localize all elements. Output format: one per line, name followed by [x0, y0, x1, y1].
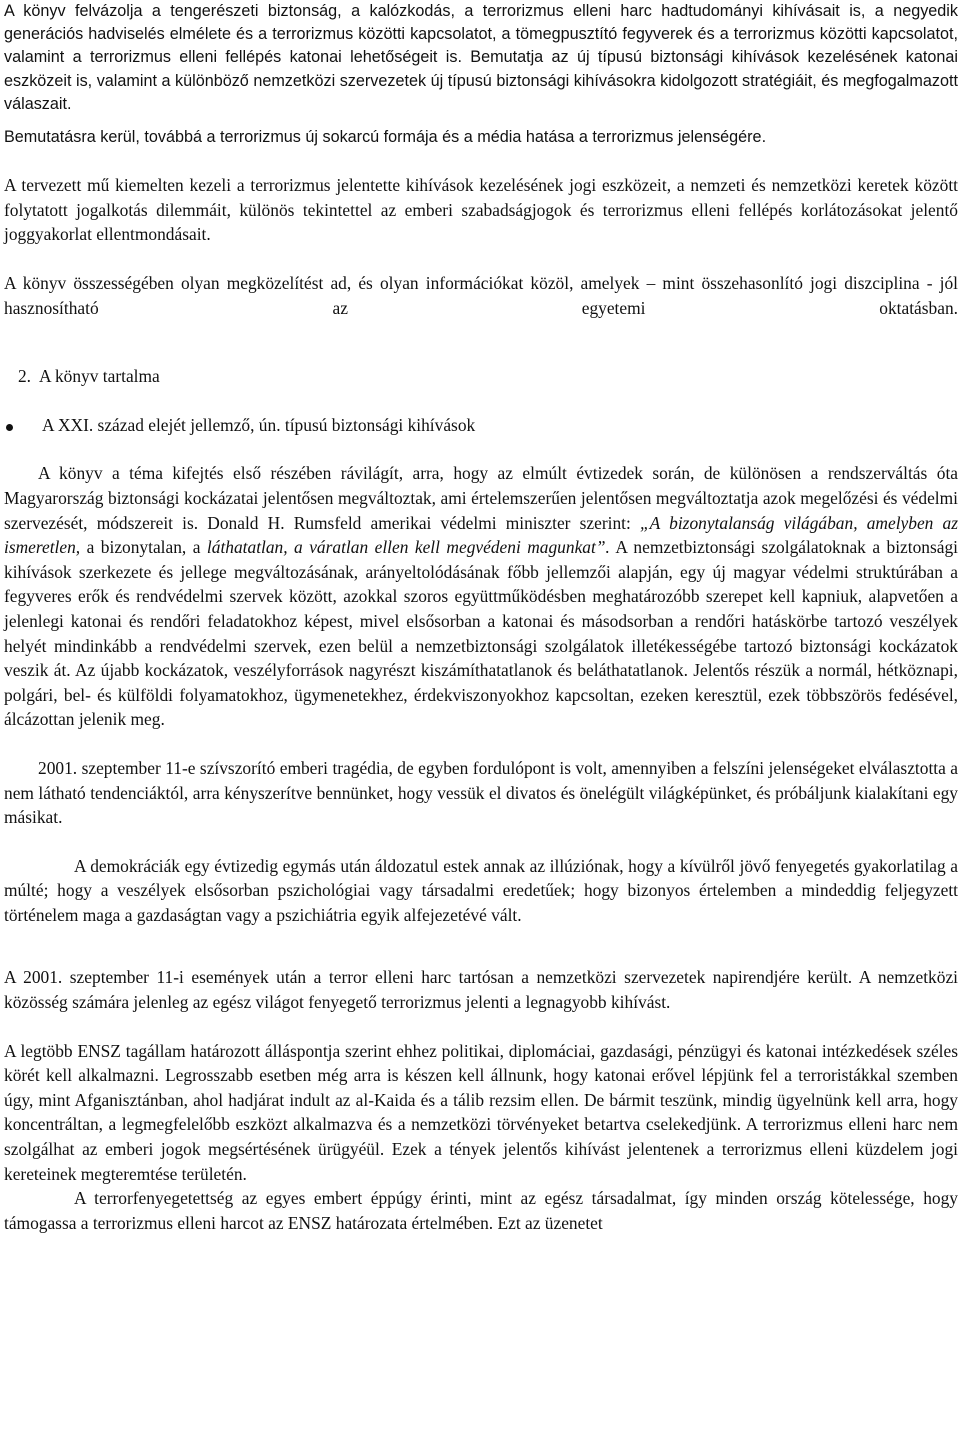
document-page — [4, 0, 958, 1235]
paragraph-democracies: A demokráciák egy évtizedig egymás után áldozatul estek annak az illúziónak, hogy a kívülről jövő fenyegetés gyakorlatilag a múlté; hogy a veszélyek elsősorban pszichológiai vagy társadalmi eredetűek; hogy bizonyos értelemben a mindeddig feljegyzett történelem maga a gazdaságtan vagy a pszichiátria egyik alfejezetévé vált. — [4, 855, 958, 925]
paragraph-september-11: 2001. szeptember 11-e szívszorító emberi tragédia, de egyben fordulópont is volt, amennyiben a felszíni jelenségeket elválasztotta a nem látható tendenciáktól, arra kényszerítve bennünket, hogy vessük el divatos és önelégült világképünket, és próbáljunk kialakítani egy másikat. — [4, 757, 958, 828]
quote-text: láthatatlan, a váratlan ellen kell megvédeni magunkat”. — [206, 537, 610, 558]
paragraph-text: A könyv a téma kifejtés első részében rávilágít, arra, hogy az elmúlt évtizedek során, de különösen a rendszerváltás óta Magyarország biztonsági kockázatai jelentősen megváltoztak, ami értelemszerűen jelentősen megváltoztatja azok megelőzési és védelmi szervezését, módszereit is. Donald H. Rumsfeld amerikai védelmi miniszter szerint: — [4, 463, 958, 533]
bullet-icon — [4, 430, 42, 431]
section-heading — [4, 364, 958, 389]
section-title: A könyv tartalma — [39, 366, 160, 387]
quote-text: „A bizonytalanság világában, amelyben az ismeretlen, — [4, 512, 958, 558]
paragraph-intro: A könyv felvázolja a tengerészeti biztonság, a kalózkodás, a terrorizmus elleni harc hadtudományi kihívásait is, a negyedik generációs hadviselés elmélete és a terrorizmus közötti kapcsolatot, a tömegpusztító fegyverek és a terrorizmus közötti kapcsolatot, valamint a terrorizmus elleni fellépés katonai lehetőségeit is. Bemutatja az új típusú biztonsági kihívások kezelésének katonai eszközeit is, valamint a különböző nemzetközi szervezetek új típusú biztonsági kihívásokra kidolgozott stratégiáit, és megfogalmazott válaszait. — [4, 2, 958, 113]
paragraph-threat: A terrorfenyegetettség az egyes embert éppúgy érinti, mint az egész társadalmat, így minden ország kötelessége, hogy támogassa a terrorizmus elleni harcot az ENSZ határozata értelmében. Ezt az üzenetet — [4, 1188, 958, 1233]
paragraph-un-members: A legtöbb ENSZ tagállam határozott álláspontja szerint ehhez politikai, diplomáciai, gazdasági, pénzügyi és katonai intézkedések széles körét kell alkalmazni. Legrosszabb esetben még arra is készen kell állnunk, hogy katonai erővel lépjünk fel a terroristákkal szemben úgy, mint Afganisztánban, ahol hadjárat indult az al-Kaida és a tálib rezsim ellen. De bármit teszünk, mindig ügyelnünk kell arra, hogy koncentráltan, a legmegfelelőbb eszközt alkalmazva és a nemzetközi törvényeket betartva cselekedjünk. A terrorizmus elleni harc nem szolgálhat az emberi jogok megsértésének ürügyéül. Ezek a tények jelentős kihívást jelentenek a terrorizmus elleni küzdelem jogi kereteinek megteremtése területén. — [4, 1040, 958, 1184]
paragraph-text: a bizonytalan, a — [80, 537, 207, 558]
paragraph-legal-tools: A tervezett mű kiemelten kezeli a terrorizmus jelentette kihívások kezelésének jogi eszközeit, a nemzeti és nemzetközi keretek között folytatott jogalkotás dilemmáit, különös tekintettel az emberi szabadságjogok és terrorizmus elleni fellépés korlátozásokat jelentő joggyakorlat ellentmondásait. — [4, 175, 958, 245]
paragraph-summary: A könyv összességében olyan megközelítést ad, és olyan információkat közöl, amelyek – mint összehasonlító jogi diszciplina - jól hasznosítható az egyetemi oktatásban. — [4, 273, 958, 318]
paragraph-after-2001: A 2001. szeptember 11-i események után a terror elleni harc tartósan a nemzetközi szervezetek napirendjére került. A nemzetközi közösség számára jelenleg az egész világot fenyegető terrorizmus jelenti a legnagyobb kihívást. — [4, 967, 958, 1013]
paragraph-text: A nemzetbiztonsági szolgálatoknak a biztonsági kihívások szerkezete és jellege megváltozásának, arányeltolódásának főbb jellemzői alapján, egy új magyar védelmi struktúrában a fegyveres erők és rendvédelmi szervek között, azokkal szoros együttműködésben meghatározóbb szerepet kell kapniuk, alapvetően a jelenlegi katonai és rendőri feladatokhoz képest, mivel elsősorban a katonai és másodsorban a rendőri hatáskörbe tartozó veszélyek helyét mindinkább a rendvédelmi szervek, ezen belül a nemzetbiztonsági szolgálatok illetékességébe tartozó biztonsági kockázatok veszik át. Az újabb kockázatok, veszélyforrások nagyrészt kiszámíthatatlanok és beláthatatlanok. Jelentős részük a normál, hétköznapi, polgári, bel- és külföldi folyamatokhoz, ügymenetekhez, érdekviszonyokhoz kapcsoltan, ezeken keresztül, ezek többszörös fedésével, álcázottan jelenik meg. — [4, 537, 958, 730]
section-number: 2. — [17, 366, 31, 387]
bullet-text: A XXI. század elejét jellemző, ún. típusú biztonsági kihívások — [42, 414, 476, 435]
bullet-item — [4, 413, 958, 438]
paragraph-media: Bemutatásra kerül, továbbá a terrorizmus új sokarcú formája és a média hatása a terrorizmus jelenségére. — [4, 128, 767, 147]
paragraph-security-risks — [4, 461, 958, 732]
